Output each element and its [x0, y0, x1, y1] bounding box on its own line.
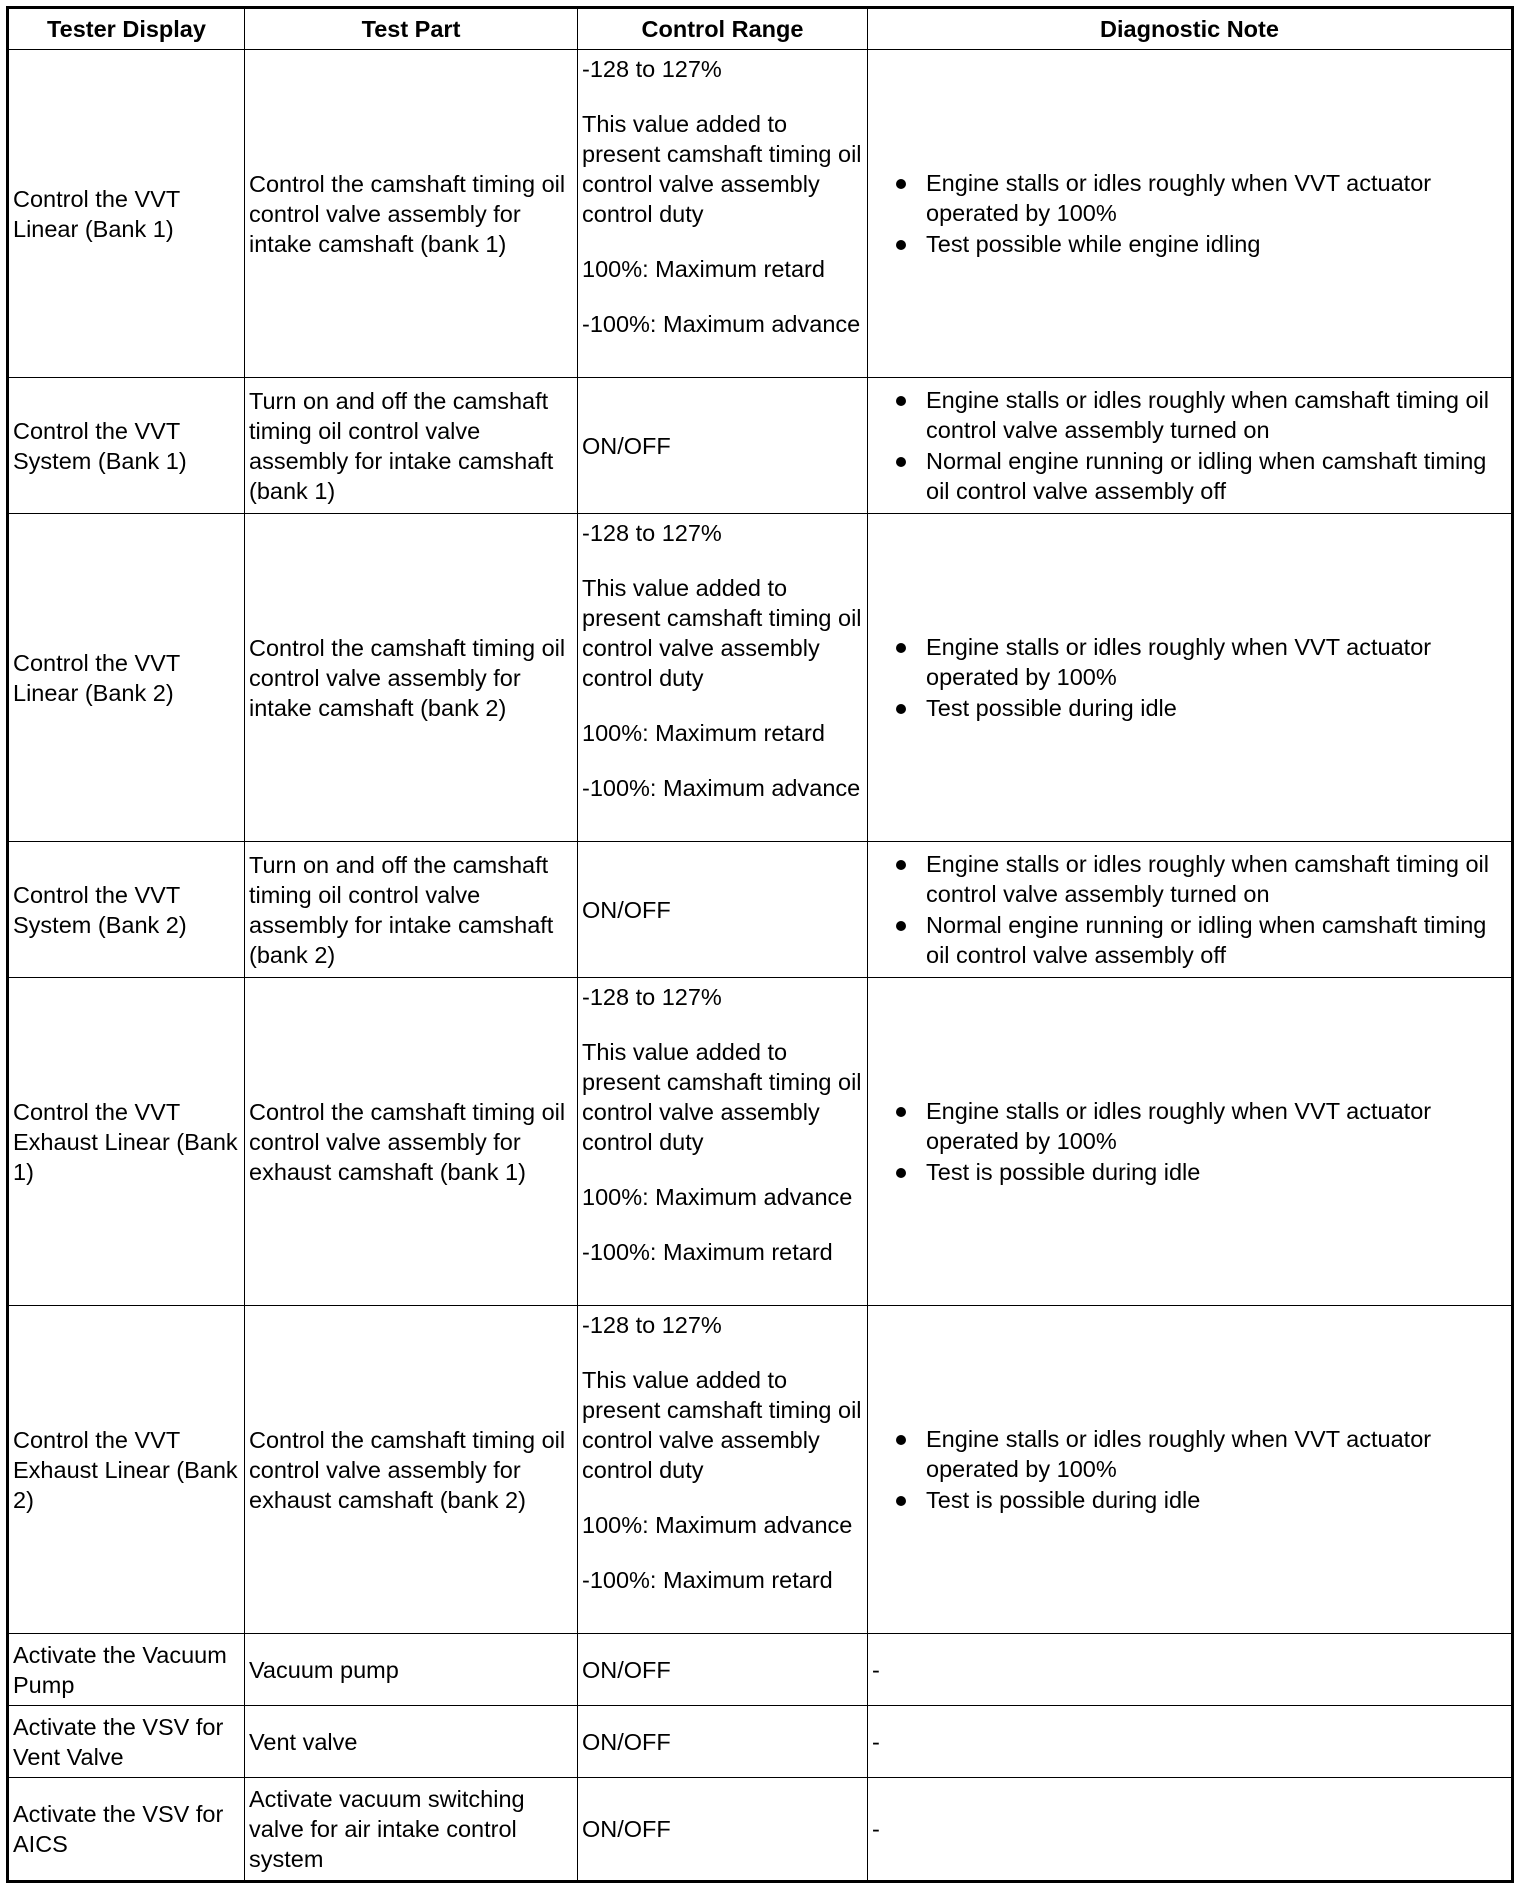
control-range-cell	[578, 1306, 868, 1634]
note-text: Engine stalls or idles roughly when VVT actuator operated by 100%	[926, 1098, 1432, 1154]
note-item	[892, 849, 1507, 909]
tester-display-cell: Control the VVT System (Bank 1)	[8, 378, 245, 514]
header-control-range: Control Range	[578, 8, 868, 50]
diagnostic-note-cell	[868, 50, 1513, 378]
table-row	[8, 978, 1513, 1306]
bullet-icon	[896, 457, 906, 467]
active-test-table	[6, 6, 1514, 1883]
note-text: Engine stalls or idles roughly when camshaft timing oil control valve assembly turned on	[926, 851, 1489, 907]
bullet-icon	[896, 240, 906, 250]
range-line: This value added to present camshaft timing oil control valve assembly control duty	[582, 575, 862, 691]
bullet-icon	[896, 1435, 906, 1445]
table-row	[8, 842, 1513, 978]
diagnostic-note-cell	[868, 514, 1513, 842]
control-range-cell: ON/OFF	[578, 1706, 868, 1778]
table-row	[8, 514, 1513, 842]
control-range-cell	[578, 50, 868, 378]
note-text: Test possible during idle	[926, 695, 1177, 721]
test-part-cell: Vent valve	[245, 1706, 578, 1778]
note-item	[892, 1096, 1507, 1156]
header-row	[8, 8, 1513, 50]
bullet-icon	[896, 643, 906, 653]
tester-display-cell: Control the VVT Linear (Bank 2)	[8, 514, 245, 842]
note-text: Normal engine running or idling when camshaft timing oil control valve assembly off	[926, 912, 1487, 968]
note-item	[892, 168, 1507, 228]
range-line: -100%: Maximum advance	[582, 775, 861, 801]
diagnostic-note-cell: -	[868, 1706, 1513, 1778]
range-line: 100%: Maximum retard	[582, 720, 825, 746]
bullet-icon	[896, 1168, 906, 1178]
note-text: Test is possible during idle	[926, 1159, 1201, 1185]
note-text: Test possible while engine idling	[926, 231, 1261, 257]
bullet-icon	[896, 1496, 906, 1506]
test-part-cell: Turn on and off the camshaft timing oil control valve assembly for intake camshaft (bank 1)	[245, 378, 578, 514]
note-item	[892, 693, 1507, 723]
control-range-cell	[578, 514, 868, 842]
tester-display-cell: Control the VVT Linear (Bank 1)	[8, 50, 245, 378]
note-item	[892, 1485, 1507, 1515]
note-text: Normal engine running or idling when camshaft timing oil control valve assembly off	[926, 448, 1487, 504]
test-part-cell: Control the camshaft timing oil control valve assembly for intake camshaft (bank 1)	[245, 50, 578, 378]
range-line: -100%: Maximum advance	[582, 311, 861, 337]
header-diagnostic-note: Diagnostic Note	[868, 8, 1513, 50]
bullet-icon	[896, 179, 906, 189]
control-range-cell	[578, 978, 868, 1306]
bullet-icon	[896, 1107, 906, 1117]
test-part-cell: Vacuum pump	[245, 1634, 578, 1706]
note-text: Engine stalls or idles roughly when VVT actuator operated by 100%	[926, 634, 1432, 690]
tester-display-cell: Control the VVT System (Bank 2)	[8, 842, 245, 978]
tester-display-cell: Activate the Vacuum Pump	[8, 1634, 245, 1706]
note-text: Engine stalls or idles roughly when VVT actuator operated by 100%	[926, 1426, 1432, 1482]
diagnostic-note-cell: -	[868, 1778, 1513, 1882]
header-test-part: Test Part	[245, 8, 578, 50]
diagnostic-note-cell	[868, 1306, 1513, 1634]
test-part-cell: Turn on and off the camshaft timing oil control valve assembly for intake camshaft (bank 2)	[245, 842, 578, 978]
range-line: 100%: Maximum advance	[582, 1184, 853, 1210]
diagnostic-note-cell: -	[868, 1634, 1513, 1706]
bullet-icon	[896, 704, 906, 714]
note-item	[892, 385, 1507, 445]
table-row	[8, 1306, 1513, 1634]
note-item	[892, 446, 1507, 506]
header-tester-display: Tester Display	[8, 8, 245, 50]
note-item	[892, 229, 1507, 259]
note-text: Test is possible during idle	[926, 1487, 1201, 1513]
range-line: -100%: Maximum retard	[582, 1567, 833, 1593]
diagnostic-note-cell	[868, 978, 1513, 1306]
bullet-icon	[896, 921, 906, 931]
tester-display-cell: Activate the VSV for AICS	[8, 1778, 245, 1882]
range-line: -128 to 127%	[582, 1312, 722, 1338]
table-row	[8, 1706, 1513, 1778]
range-line: -128 to 127%	[582, 520, 722, 546]
note-item	[892, 1424, 1507, 1484]
bullet-icon	[896, 396, 906, 406]
note-item	[892, 632, 1507, 692]
tester-display-cell: Control the VVT Exhaust Linear (Bank 1)	[8, 978, 245, 1306]
note-text: Engine stalls or idles roughly when VVT actuator operated by 100%	[926, 170, 1432, 226]
range-line: 100%: Maximum advance	[582, 1512, 853, 1538]
range-line: This value added to present camshaft timing oil control valve assembly control duty	[582, 1367, 862, 1483]
control-range-cell: ON/OFF	[578, 378, 868, 514]
range-line: 100%: Maximum retard	[582, 256, 825, 282]
tester-display-cell: Activate the VSV for Vent Valve	[8, 1706, 245, 1778]
table-row	[8, 1778, 1513, 1882]
range-line: -128 to 127%	[582, 984, 722, 1010]
note-item	[892, 1157, 1507, 1187]
tester-display-cell: Control the VVT Exhaust Linear (Bank 2)	[8, 1306, 245, 1634]
range-line: -128 to 127%	[582, 56, 722, 82]
bullet-icon	[896, 860, 906, 870]
control-range-cell: ON/OFF	[578, 842, 868, 978]
note-text: Engine stalls or idles roughly when camshaft timing oil control valve assembly turned on	[926, 387, 1489, 443]
table-row	[8, 50, 1513, 378]
table-row	[8, 1634, 1513, 1706]
test-part-cell: Control the camshaft timing oil control valve assembly for exhaust camshaft (bank 1)	[245, 978, 578, 1306]
control-range-cell: ON/OFF	[578, 1634, 868, 1706]
diagnostic-note-cell	[868, 378, 1513, 514]
range-line: This value added to present camshaft timing oil control valve assembly control duty	[582, 1039, 862, 1155]
test-part-cell: Activate vacuum switching valve for air intake control system	[245, 1778, 578, 1882]
control-range-cell: ON/OFF	[578, 1778, 868, 1882]
range-line: -100%: Maximum retard	[582, 1239, 833, 1265]
active-test-table-container	[6, 6, 1511, 1883]
range-line: This value added to present camshaft timing oil control valve assembly control duty	[582, 111, 862, 227]
note-item	[892, 910, 1507, 970]
test-part-cell: Control the camshaft timing oil control valve assembly for exhaust camshaft (bank 2)	[245, 1306, 578, 1634]
diagnostic-note-cell	[868, 842, 1513, 978]
table-row	[8, 378, 1513, 514]
test-part-cell: Control the camshaft timing oil control valve assembly for intake camshaft (bank 2)	[245, 514, 578, 842]
